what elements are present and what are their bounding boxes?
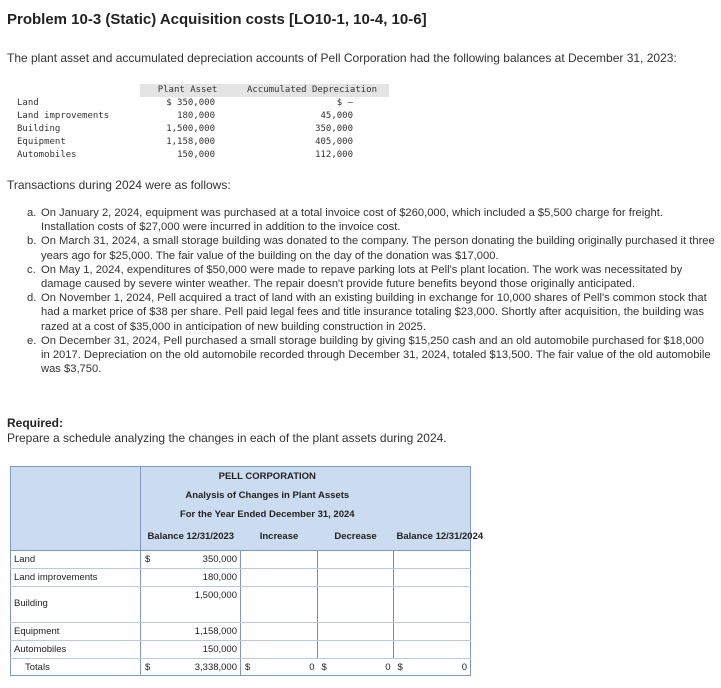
schedule-row-building xyxy=(11,587,471,623)
plant-asset-value: 180,000 xyxy=(177,111,215,121)
balance-end-input[interactable] xyxy=(394,623,471,641)
balance-end-input[interactable] xyxy=(394,587,471,623)
increase-input[interactable] xyxy=(241,587,318,623)
item-text: On March 31, 2024, a small storage building was donated to the company. The person donating the building originally purchased it three years ago for $25,000. The fair value of the building on the day of the donation was $17,000. xyxy=(41,235,715,262)
transaction-item xyxy=(27,334,715,377)
accum-dep-header: Accumulated Depreciation xyxy=(235,84,389,97)
decrease-input[interactable] xyxy=(318,641,394,659)
col-decrease: Decrease xyxy=(318,524,394,551)
schedule-company: PELL CORPORATION xyxy=(141,467,394,486)
col-balance-end: Balance 12/31/2024 xyxy=(394,524,471,551)
schedule-row-land-improvements xyxy=(11,569,471,587)
totals-label: Totals xyxy=(11,659,141,676)
balance-label: Building xyxy=(17,124,61,134)
item-marker: e. xyxy=(27,334,37,347)
balance-start-value: 180,000 xyxy=(141,569,241,587)
item-text: On May 1, 2024, expenditures of $50,000 were made to repave parking lots at Pell's plant location. The work was necessitated by damage caused by severe winter weather. The repair doesn't provide future benefits beyond those originally anticipated. xyxy=(41,263,683,291)
decrease-input[interactable] xyxy=(318,569,394,587)
plant-asset-header: Plant Asset xyxy=(140,84,235,97)
balance-label: Land improvements xyxy=(17,111,110,121)
plant-asset-value: 1,500,000 xyxy=(166,124,215,134)
item-text: On November 1, 2024, Pell acquired a tract of land with an existing building in exchange for 10,000 shares of Pell's common stock that had a market price of $38 per share. Pell paid legal fees and title insurance totaling $23,000. Shortly after acquisition, the building was razed at a cost of $35,000 in anticipation of new building construction in 2025. xyxy=(41,292,707,333)
balance-start-value: $ 350,000 xyxy=(141,551,241,569)
balance-row xyxy=(17,97,389,110)
schedule-row-equipment xyxy=(11,623,471,641)
balance-end-input[interactable] xyxy=(394,551,471,569)
transactions-list xyxy=(27,206,715,376)
row-label: Equipment xyxy=(11,623,141,641)
increase-input[interactable] xyxy=(241,551,318,569)
accum-dep-value: 112,000 xyxy=(315,150,353,160)
row-label: Land xyxy=(11,551,141,569)
balance-start-value: 1,158,000 xyxy=(141,623,241,641)
total-increase: $ 0 xyxy=(241,659,318,676)
page-title: Problem 10-3 (Static) Acquisition costs [LO10-1, 10-4, 10-6] xyxy=(7,11,427,28)
row-label: Land improvements xyxy=(11,569,141,587)
accum-dep-value: $ – xyxy=(336,98,353,108)
accum-dep-value: 405,000 xyxy=(315,137,353,147)
row-label: Automobiles xyxy=(11,641,141,659)
required-heading: Required: xyxy=(7,416,64,430)
balance-label: Land xyxy=(17,98,39,108)
item-text: On January 2, 2024, equipment was purchased at a total invoice cost of $260,000, which included a $5,500 charge for freight. Installation costs of $27,000 were incurred in addition to the invoice cost. xyxy=(41,207,663,234)
transaction-item xyxy=(27,234,715,262)
transaction-item xyxy=(27,206,715,234)
balance-label: Automobiles xyxy=(17,150,77,160)
schedule-row-automobiles xyxy=(11,641,471,659)
required-text: Prepare a schedule analyzing the changes in each of the plant assets during 2024. xyxy=(7,431,447,445)
intro-text: The plant asset and accumulated depreciation accounts of Pell Corporation had the following balances at December 31, 2023: xyxy=(7,51,677,65)
item-marker: a. xyxy=(27,207,37,219)
decrease-input[interactable] xyxy=(318,623,394,641)
balance-row xyxy=(17,110,389,123)
balances-table xyxy=(17,84,389,162)
transactions-heading: Transactions during 2024 were as follows: xyxy=(7,178,231,192)
item-marker: d. xyxy=(27,292,37,305)
item-marker: b. xyxy=(27,235,37,248)
col-increase: Increase xyxy=(241,524,318,551)
col-balance-start: Balance 12/31/2023 xyxy=(141,524,241,551)
balance-row xyxy=(17,123,389,136)
balance-end-input[interactable] xyxy=(394,569,471,587)
balance-row xyxy=(17,149,389,162)
schedule-totals-row xyxy=(11,659,471,676)
increase-input[interactable] xyxy=(241,569,318,587)
total-balance-start: $ 3,338,000 xyxy=(141,659,241,676)
balance-end-input[interactable] xyxy=(394,641,471,659)
plant-asset-value: 150,000 xyxy=(177,150,215,160)
plant-asset-value: $ 350,000 xyxy=(166,98,215,108)
accum-dep-value: 45,000 xyxy=(320,111,353,121)
row-label: Building xyxy=(11,587,141,623)
decrease-input[interactable] xyxy=(318,551,394,569)
balance-label: Equipment xyxy=(17,137,66,147)
item-marker: c. xyxy=(27,263,36,276)
increase-input[interactable] xyxy=(241,623,318,641)
accum-dep-value: 350,000 xyxy=(315,124,353,134)
transaction-item xyxy=(27,263,715,291)
analysis-schedule xyxy=(10,466,484,676)
plant-asset-value: 1,158,000 xyxy=(166,137,215,147)
total-decrease: $ 0 xyxy=(318,659,394,676)
schedule-subtitle: Analysis of Changes in Plant Assets xyxy=(141,486,394,505)
schedule-period: For the Year Ended December 31, 2024 xyxy=(141,505,394,524)
decrease-input[interactable] xyxy=(318,587,394,623)
balance-start-value: 1,500,000 xyxy=(141,587,241,623)
transaction-item xyxy=(27,291,715,334)
balance-start-value: 150,000 xyxy=(141,641,241,659)
item-text: On December 31, 2024, Pell purchased a small storage building by giving $15,250 cash and an old automobile purchased for $18,000 in 2017. Depreciation on the old automobile recorded through December 31, 2024, totaled $13,500. The fair value of the old automobile was $3,750. xyxy=(41,334,711,376)
total-balance-end: $ 0 xyxy=(394,659,471,676)
schedule-row-land xyxy=(11,551,471,569)
balance-row xyxy=(17,136,389,149)
increase-input[interactable] xyxy=(241,641,318,659)
